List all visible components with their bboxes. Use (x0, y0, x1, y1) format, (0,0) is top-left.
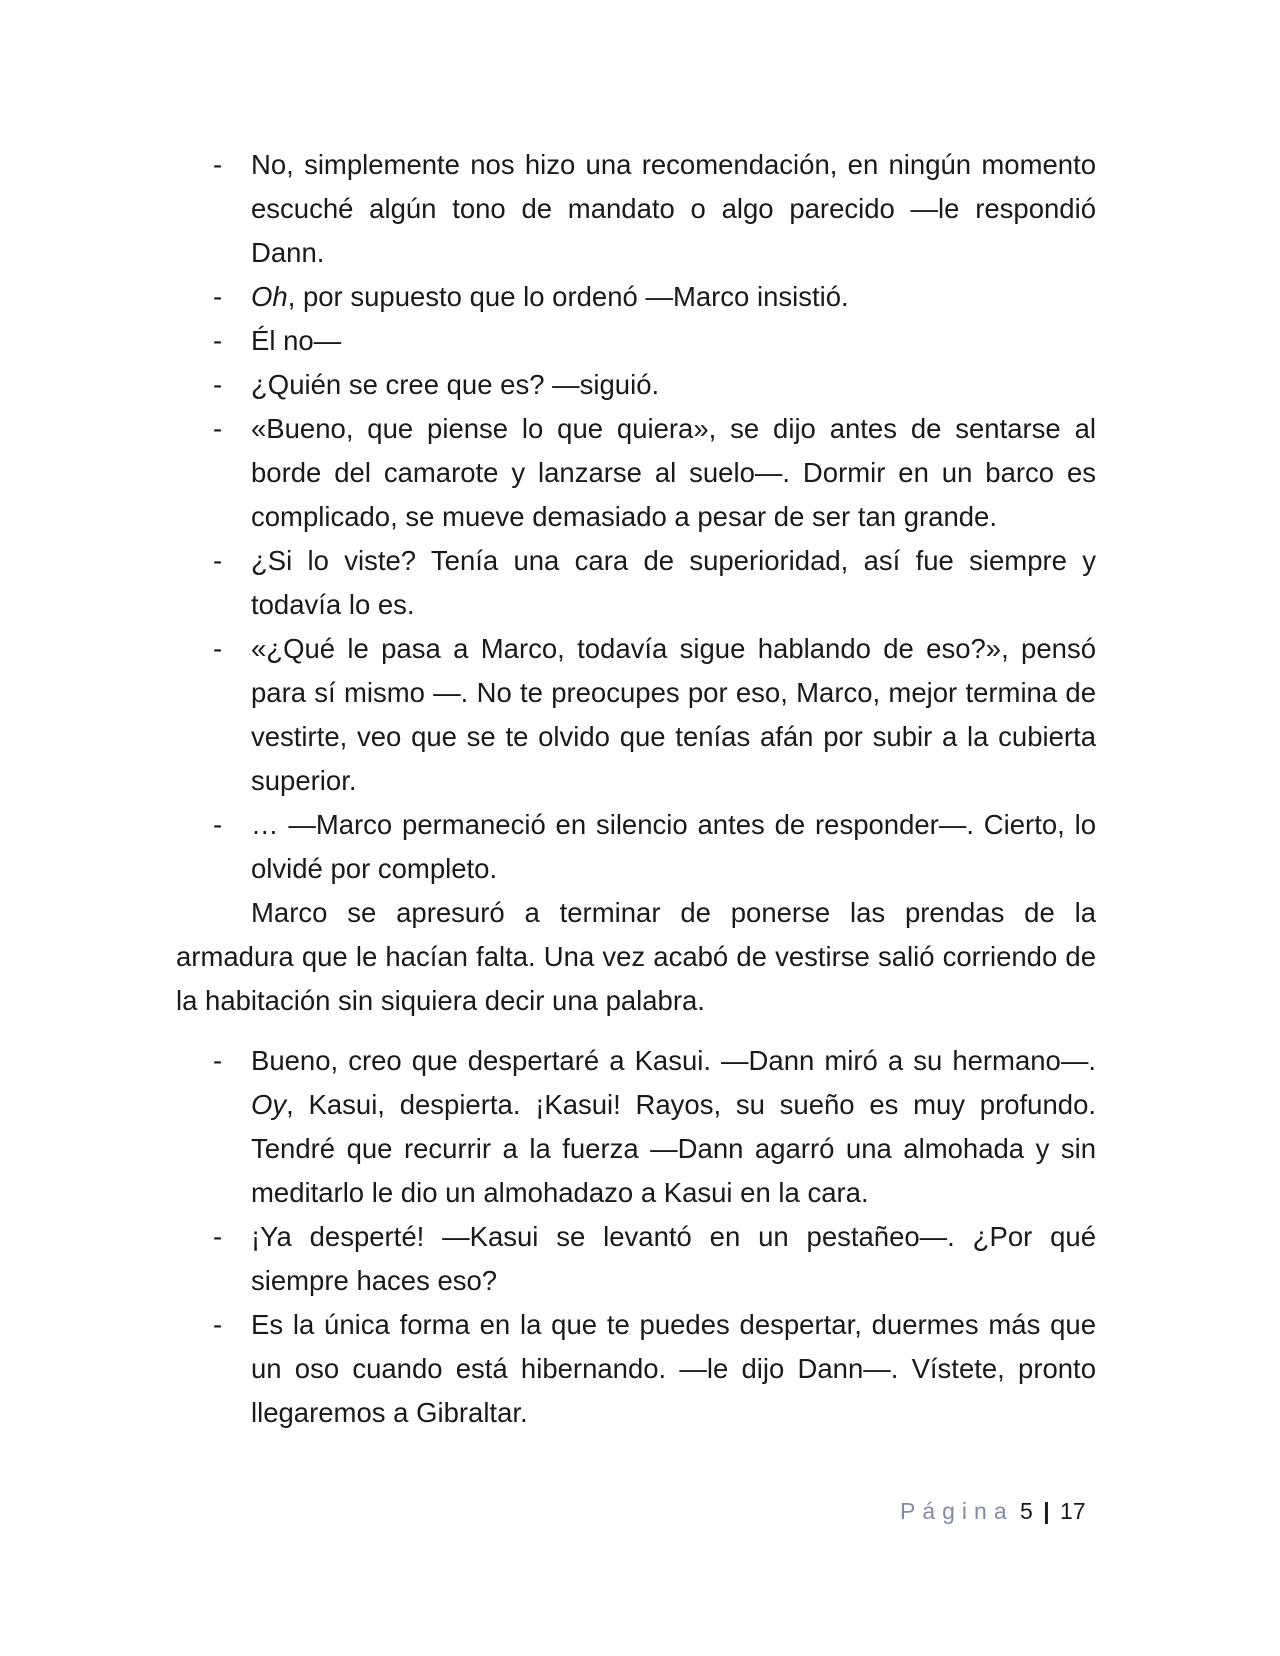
dialogue-line (176, 803, 1096, 891)
dialogue-text: Es la única forma en la que te puedes despertar, duermes más que un oso cuando está hibernando. —le dijo Dann—. Vístete, pronto llegaremos a Gibraltar. (251, 1309, 1096, 1428)
dialogue-dash: - (213, 413, 223, 444)
dialogue-text: , por supuesto que lo ordenó —Marco insistió. (287, 281, 849, 312)
footer-page-number: 5 (1020, 1498, 1033, 1524)
footer-separator: | (1043, 1498, 1050, 1524)
dialogue-italic-text: Oy (251, 1089, 287, 1120)
dialogue-dash: - (213, 545, 223, 576)
dialogue-text: ¿Quién se cree que es? —siguió. (251, 369, 660, 400)
dialogue-line (176, 1215, 1096, 1303)
page-body (176, 143, 1096, 1435)
dialogue-line (176, 627, 1096, 803)
dialogue-text: ¡Ya desperté! —Kasui se levantó en un pestañeo—. ¿Por qué siempre haces eso? (251, 1221, 1096, 1296)
dialogue-line (176, 143, 1096, 275)
dialogue-text: ¿Si lo viste? Tenía una cara de superioridad, así fue siempre y todavía lo es. (251, 545, 1096, 620)
paragraph-gap (176, 1023, 1096, 1039)
dialogue-line (176, 275, 1096, 319)
footer-label: Página (900, 1498, 1014, 1524)
dialogue-dash: - (213, 633, 223, 664)
dialogue-line (176, 539, 1096, 627)
dialogue-text: No, simplemente nos hizo una recomendación, en ningún momento escuché algún tono de mandato o algo parecido —le respondió Dann. (251, 149, 1096, 268)
dialogue-dash: - (213, 281, 223, 312)
narration-paragraph: Marco se apresuró a terminar de ponerse las prendas de la armadura que le hacían falta. Una vez acabó de vestirse salió corriendo de la habitación sin siquiera decir una palabra. (176, 897, 1096, 1016)
dialogue-dash: - (213, 809, 223, 840)
dialogue-dash: - (213, 1045, 223, 1076)
dialogue-line (176, 407, 1096, 539)
dialogue-line (176, 1039, 1096, 1215)
dialogue-dash: - (213, 1309, 223, 1340)
dialogue-text: Él no— (251, 325, 342, 356)
dialogue-list-after (176, 1039, 1096, 1435)
dialogue-text: , Kasui, despierta. ¡Kasui! Rayos, su sueño es muy profundo. Tendré que recurrir a la fuerza —Dann agarró una almohada y sin meditarlo le dio un almohadazo a Kasui en la cara. (251, 1089, 1096, 1208)
dialogue-dash: - (213, 325, 223, 356)
dialogue-list-before (176, 143, 1096, 891)
dialogue-text: «¿Qué le pasa a Marco, todavía sigue hablando de eso?», pensó para sí mismo —. No te preocupes por eso, Marco, mejor termina de vestirte, veo que se te olvido que tenías afán por subir a la cubierta superior. (251, 633, 1096, 796)
dialogue-line (176, 1303, 1096, 1435)
dialogue-text: … —Marco permaneció en silencio antes de responder—. Cierto, lo olvidé por completo. (251, 809, 1096, 884)
page-footer (900, 1496, 1086, 1526)
footer-total-pages: 17 (1060, 1498, 1086, 1524)
dialogue-line (176, 319, 1096, 363)
dialogue-dash: - (213, 369, 223, 400)
dialogue-line (176, 363, 1096, 407)
dialogue-dash: - (213, 1221, 223, 1252)
dialogue-text: «Bueno, que piense lo que quiera», se dijo antes de sentarse al borde del camarote y lanzarse al suelo—. Dormir en un barco es complicado, se mueve demasiado a pesar de ser tan grande. (251, 413, 1096, 532)
dialogue-dash: - (213, 149, 223, 180)
dialogue-text: Bueno, creo que despertaré a Kasui. —Dann miró a su hermano—. (251, 1045, 1096, 1076)
dialogue-italic-text: Oh (251, 281, 288, 312)
